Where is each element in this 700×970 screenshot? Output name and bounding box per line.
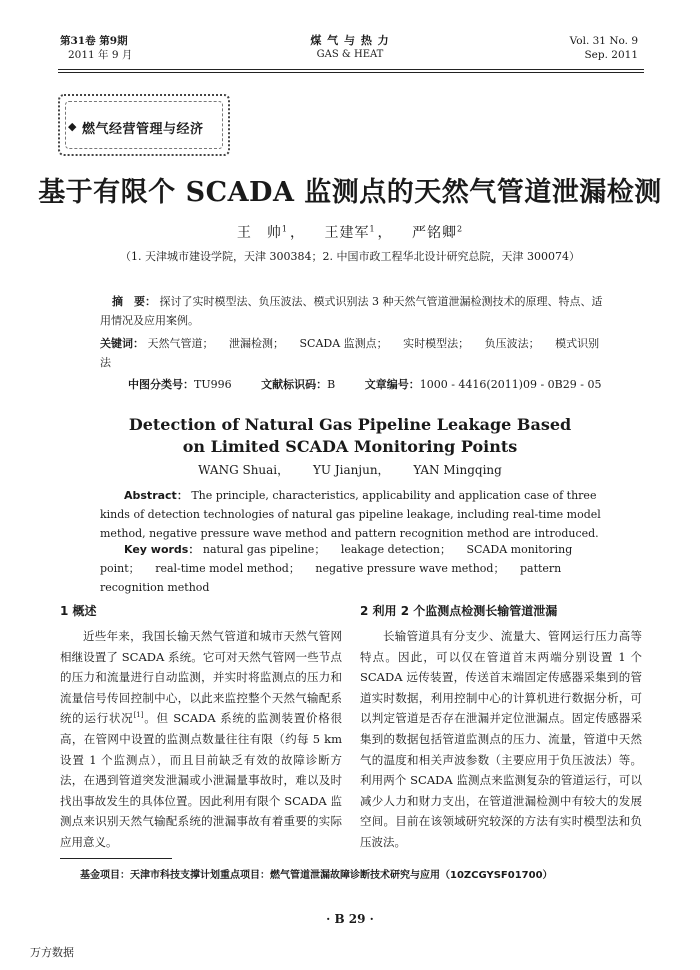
author-name-en: YAN Mingqing (413, 463, 502, 477)
article-number: 1000 - 4416(2011)09 - 0B29 - 05 (419, 378, 602, 391)
header-rule (58, 69, 644, 70)
keyword: 实时模型法； (403, 337, 470, 350)
author-separator: ， (377, 225, 393, 241)
author-name: 严铭卿 (412, 225, 457, 241)
header-rule-thin (58, 72, 644, 73)
journal-name-en: GAS & HEAT (316, 49, 384, 60)
page-number: · B 29 · (326, 912, 374, 926)
doc-code: B (327, 378, 336, 391)
keywords-label-cn: 关键词： (100, 337, 144, 350)
paragraph-text: 。但 SCADA 系统的监测装置价格很高，在管网中设置的监测点数量往往有限（约每 5 km 设置 1 个监测点），而且目前缺乏有效的故障诊断方法，在遇到管道突发泄漏或小泄漏量事故时，难以及时找出事故发生的具体位置。因此利用有限个 SCADA 监测点来识别天然气输配系统的泄漏事故有着重要的实际应用意义。 (60, 711, 342, 849)
author-affil-mark: 2 (457, 224, 464, 234)
keyword-en: SCADA monitoring point； (100, 543, 573, 575)
author-affil-mark: 1 (369, 224, 376, 234)
volume-issue-cn: 第31卷 第9期 (60, 35, 128, 47)
keyword-en: leakage detection； (340, 543, 451, 556)
title-en-line: Detection of Natural Gas Pipeline Leakage Based (128, 415, 572, 434)
body-paragraph: 长输管道具有分支少、流量大、管网运行压力高等特点。因此，可以仅在管道首末两端分别设置 1 个 SCADA 远传装置，传送首末端固定传感器采集到的管道实时数据，利用控制中心的计算机进行数据分析，可以判定管道是否存在泄漏并定位泄漏点。固定传感器采集到的数据包括管道监测点的压力、流量，管道中天然气的温度和相关声波参数（主要应用于负压波法）等。利用两个 SCADA 监测点来监测复杂的管道运行，可以减少人力和财力支出，在管道泄漏检测中有较大的发展空间。目前在该领域研究较深的方法有实时模型法和负压波法。 (360, 629, 642, 849)
author-name: 王 帅 (236, 225, 282, 241)
section-heading: 2 利用 2 个监测点检测长输管道泄漏 (360, 604, 558, 618)
keyword: SCADA 监测点； (299, 337, 388, 350)
date-en: Sep. 2011 (584, 49, 638, 61)
clc-label: 中图分类号： (128, 378, 194, 391)
keyword-en: negative pressure wave method； (315, 562, 505, 575)
keyword: 泄漏检测； (229, 337, 284, 350)
authors-en (0, 461, 700, 478)
footnote-rule (60, 858, 172, 859)
author-name-en: YU Jianjun， (312, 463, 390, 477)
keyword: 负压波法； (484, 337, 540, 350)
volume-issue-en: Vol. 31 No. 9 (569, 35, 638, 47)
journal-name-cn: 煤 气 与 热 力 (310, 34, 390, 47)
keyword-en: pattern recognition method (100, 562, 562, 594)
abstract-label-en: Abstract： (124, 489, 188, 502)
abstract-label-cn: 摘 要： (112, 295, 156, 308)
header-volume-info-en (570, 34, 638, 62)
abstract-text-cn: 探讨了实时模型法、负压波法、模式识别法 3 种天然气管道泄漏检测技术的原理、特点、适用情况及应用案例。 (100, 295, 603, 327)
keywords-en (100, 540, 610, 597)
footnote-funding: 基金项目：天津市科技支撑计划重点项目：燃气管道泄漏故障诊断技术研究与应用（10ZCGYSF01700） (80, 870, 553, 881)
keyword: 模式识别法 (100, 337, 600, 369)
citation-ref[interactable]: [1] (133, 711, 144, 720)
keyword-en: natural gas pipeline； (202, 543, 326, 556)
keyword-en: real-time model method； (155, 562, 300, 575)
doc-code-label: 文献标识码： (261, 378, 328, 391)
watermark: 万方数据 (30, 946, 74, 959)
title-en-line: on Limited SCADA Monitoring Points (182, 437, 518, 456)
diamond-icon: ◆ (68, 120, 77, 133)
abstract-text-en: The principle, characteristics, applicability and application case of three kinds of detection technologies of natural gas pipeline leakage, including real-time model method, negative pressure wave method and pattern recognition method are introduced. (100, 489, 601, 540)
affiliation-cn: （1. 天津城市建设学院，天津 300384；2. 中国市政工程华北设计研究总院，天津 300074） (120, 250, 580, 263)
body-column-left (60, 602, 342, 853)
date-cn: 2011 年 9 月 (68, 49, 133, 61)
author-name: 王建军 (324, 225, 370, 241)
author-name-en: WANG Shuai， (198, 463, 290, 477)
abstract-cn (100, 292, 610, 330)
keyword: 天然气管道； (147, 337, 214, 350)
classification-line (128, 376, 601, 392)
author-separator: ， (290, 225, 305, 241)
body-paragraph (60, 626, 342, 853)
clc-number: TU996 (194, 378, 232, 391)
keywords-cn (100, 334, 610, 372)
section-title: 燃气经营管理与经济 (82, 122, 204, 137)
paper-title-en (0, 414, 700, 458)
paragraph-text: 近些年来，我国长输天然气管道和城市天然气管网相继设置了 SCADA 系统。它可对天然气管网一些节点的压力和流量进行自动监测，并实时将监测点的压力和流量信号传回控制中心，以此来监控整个天然气输配系统的运行状况 (60, 629, 342, 726)
authors-cn (0, 222, 700, 242)
article-number-label: 文章编号： (364, 378, 420, 391)
section-heading: 1 概述 (60, 604, 97, 618)
author-affil-mark: 1 (281, 224, 288, 234)
body-column-right (360, 602, 642, 853)
paper-title-cn: 基于有限个 SCADA 监测点的天然气管道泄漏检测 (38, 177, 662, 208)
keywords-label-en: Key words： (124, 543, 200, 556)
abstract-en (100, 486, 610, 543)
